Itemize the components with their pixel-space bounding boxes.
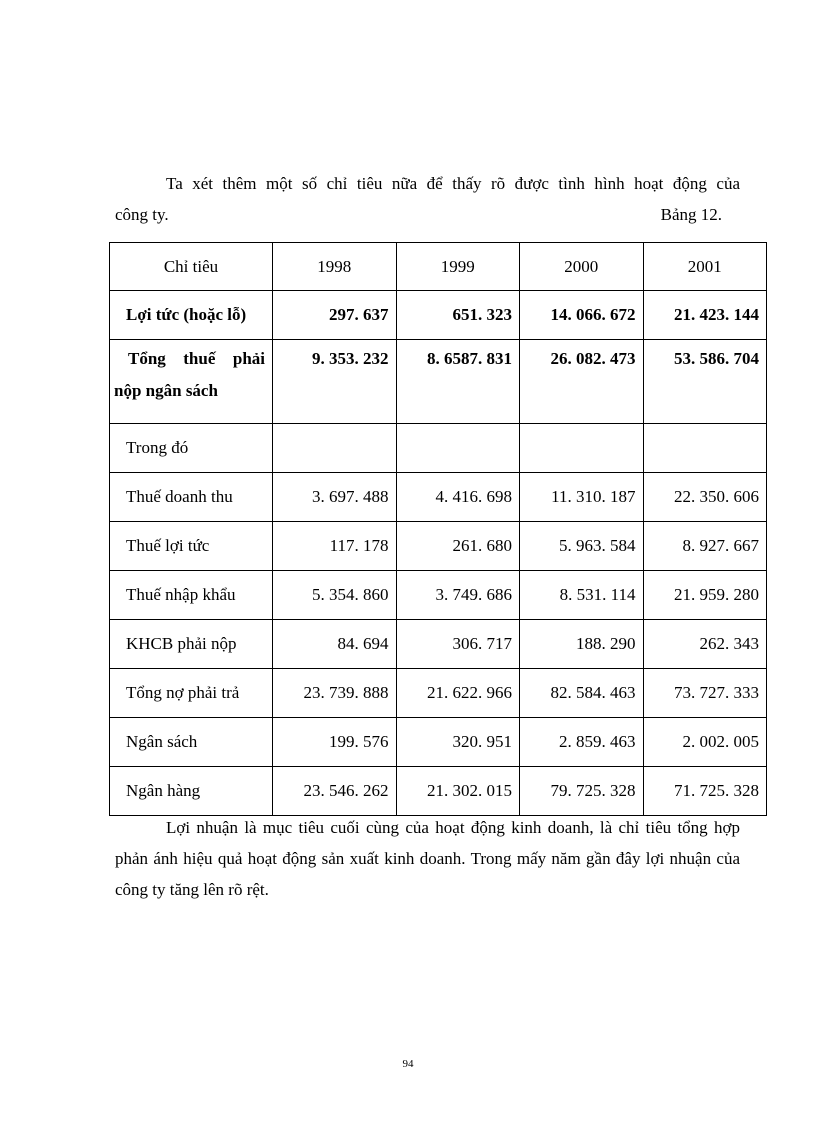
- cell-value: 23. 739. 888: [273, 669, 397, 718]
- header-year-1998: 1998: [273, 243, 397, 291]
- row-label: Thuế lợi tức: [110, 522, 273, 571]
- cell-value: 21. 959. 280: [643, 571, 767, 620]
- cell-value: [273, 424, 397, 473]
- row-label: Trong đó: [110, 424, 273, 473]
- intro-line-1: Ta xét thêm một số chỉ tiêu nữa để thấy rõ được tình hình hoạt động của: [166, 174, 740, 193]
- cell-value: 5. 963. 584: [520, 522, 644, 571]
- header-year-1999: 1999: [396, 243, 520, 291]
- cell-value: [643, 424, 767, 473]
- table-row-total-tax: [110, 340, 767, 424]
- cell-value: 21. 302. 015: [396, 767, 520, 816]
- table-row-of-which: [110, 424, 767, 473]
- row-label: Tổng nợ phải trả: [110, 669, 273, 718]
- cell-value: 3. 749. 686: [396, 571, 520, 620]
- cell-value: 22. 350. 606: [643, 473, 767, 522]
- conclusion-paragraph: [115, 812, 740, 905]
- row-label: KHCB phải nộp: [110, 620, 273, 669]
- cell-value: 651. 323: [396, 291, 520, 340]
- cell-value: [520, 424, 644, 473]
- cell-value: 117. 178: [273, 522, 397, 571]
- header-indicator: Chỉ tiêu: [110, 243, 273, 291]
- table-caption: Bảng 12.: [660, 205, 722, 224]
- row-label: Thuế nhập khẩu: [110, 571, 273, 620]
- cell-value: 2. 859. 463: [520, 718, 644, 767]
- table-row-depreciation: [110, 620, 767, 669]
- intro-paragraph: [115, 168, 740, 230]
- table-row-bank: [110, 767, 767, 816]
- cell-value: 4. 416. 698: [396, 473, 520, 522]
- cell-value: 8. 6587. 831: [396, 340, 520, 424]
- cell-value: 14. 066. 672: [520, 291, 644, 340]
- cell-value: 8. 531. 114: [520, 571, 644, 620]
- cell-value: 23. 546. 262: [273, 767, 397, 816]
- cell-value: 199. 576: [273, 718, 397, 767]
- page-number: 94: [402, 1058, 414, 1070]
- table-row-budget: [110, 718, 767, 767]
- conclusion-text: Lợi nhuận là mục tiêu cuối cùng của hoạt động kinh doanh, là chỉ tiêu tổng hợp phản ánh hiệu quả hoạt động sản xuất kinh doanh. Trong mấy năm gần đây lợi nhuận của công ty tăng lên rõ rệt.: [115, 818, 740, 899]
- cell-value: 3. 697. 488: [273, 473, 397, 522]
- row-label: Ngân hàng: [110, 767, 273, 816]
- cell-value: 21. 423. 144: [643, 291, 767, 340]
- cell-value: 73. 727. 333: [643, 669, 767, 718]
- row-label: Ngân sách: [110, 718, 273, 767]
- table-row-profit: [110, 291, 767, 340]
- cell-value: 2. 002. 005: [643, 718, 767, 767]
- cell-value: 71. 725. 328: [643, 767, 767, 816]
- row-label: Thuế doanh thu: [110, 473, 273, 522]
- cell-value: 306. 717: [396, 620, 520, 669]
- cell-value: 79. 725. 328: [520, 767, 644, 816]
- cell-value: 320. 951: [396, 718, 520, 767]
- row-label: Tổng thuế phải nộp ngân sách: [110, 340, 273, 424]
- cell-value: 84. 694: [273, 620, 397, 669]
- cell-value: 8. 927. 667: [643, 522, 767, 571]
- table-row-total-debt: [110, 669, 767, 718]
- cell-value: 11. 310. 187: [520, 473, 644, 522]
- table-row-profit-tax: [110, 522, 767, 571]
- cell-value: 297. 637: [273, 291, 397, 340]
- intro-line-2: [115, 199, 740, 230]
- cell-value: 262. 343: [643, 620, 767, 669]
- cell-value: 9. 353. 232: [273, 340, 397, 424]
- table-header-row: [110, 243, 767, 291]
- table-row-revenue-tax: [110, 473, 767, 522]
- cell-value: 21. 622. 966: [396, 669, 520, 718]
- cell-value: 26. 082. 473: [520, 340, 644, 424]
- table-row-import-tax: [110, 571, 767, 620]
- row-label: Lợi tức (hoặc lỗ): [110, 291, 273, 340]
- header-year-2001: 2001: [643, 243, 767, 291]
- cell-value: [396, 424, 520, 473]
- cell-value: 5. 354. 860: [273, 571, 397, 620]
- cell-value: 261. 680: [396, 522, 520, 571]
- financial-indicators-table: [109, 242, 767, 816]
- intro-line-2-text: công ty.: [115, 205, 169, 224]
- cell-value: 82. 584. 463: [520, 669, 644, 718]
- cell-value: 188. 290: [520, 620, 644, 669]
- header-year-2000: 2000: [520, 243, 644, 291]
- cell-value: 53. 586. 704: [643, 340, 767, 424]
